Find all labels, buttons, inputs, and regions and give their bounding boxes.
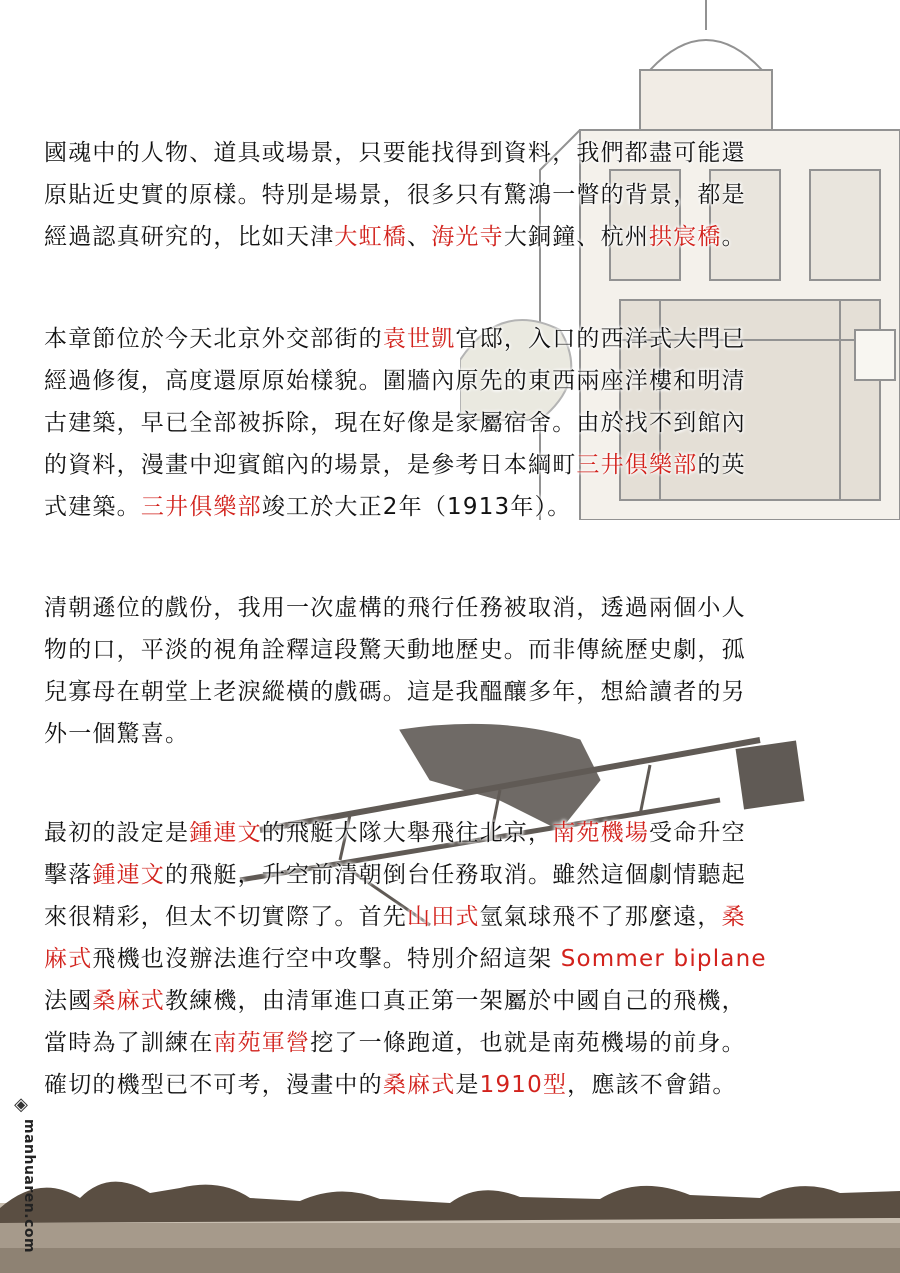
text-run: 清朝遜位的戲份，我用一次虛構的飛行任務被取消，透過兩個小人 (44, 595, 746, 621)
text-run: 經過修復，高度還原原始樣貌。圍牆內原先的東西兩座洋樓和明清 (44, 368, 746, 394)
text-line (44, 402, 844, 444)
highlighted-term: 大虹橋 (334, 224, 408, 250)
watermark (8, 1094, 37, 1265)
text-run: 外一個驚喜。 (44, 721, 190, 747)
text-run: 物的口，平淡的視角詮釋這段驚天動地歷史。而非傳統歷史劇，孤 (44, 637, 746, 663)
highlighted-term: 1910型 (479, 1072, 568, 1098)
text-run: ，應該不會錯。 (567, 1072, 737, 1098)
text-run: 的飛艇，升空前清朝倒台任務取消。雖然這個劇情聽起 (165, 862, 746, 888)
text-run: 確切的機型已不可考，漫畫中的 (44, 1072, 383, 1098)
text-line (44, 174, 844, 216)
text-run: 大銅鐘、杭州 (503, 224, 650, 250)
text-run: 古建築，早已全部被拆除，現在好像是家屬宿舍。由於找不到館內 (44, 410, 746, 436)
text-line (44, 1064, 844, 1106)
highlighted-term: 桑麻式 (92, 988, 166, 1014)
highlighted-term: 三井俱樂部 (576, 452, 698, 478)
highlighted-term: 鍾連文 (92, 862, 166, 888)
text-run: 當時為了訓練在 (44, 1030, 214, 1056)
highlighted-term: 桑 (721, 904, 746, 930)
highlighted-term: 拱宸橋 (649, 224, 722, 250)
highlighted-term: 袁世凱 (382, 326, 456, 352)
manhuaren-logo-icon: ◈ (14, 1094, 28, 1115)
text-run: 的英 (697, 452, 746, 478)
text-line (44, 318, 844, 360)
text-run: 法國 (44, 988, 93, 1014)
text-run: 式建築。 (44, 494, 141, 520)
highlighted-term: 海光寺 (431, 224, 504, 250)
text-run: 挖了一條跑道，也就是南苑機場的前身。 (310, 1030, 746, 1056)
text-line (44, 444, 844, 486)
text-line (44, 587, 844, 629)
text-run: 的飛艇大隊大舉飛往北京， (261, 820, 553, 846)
highlighted-term: Sommer biplane (560, 946, 767, 972)
paragraph-2 (44, 318, 844, 528)
text-run: 兒寡母在朝堂上老淚縱橫的戲碼。這是我醞釀多年，想給讀者的另 (44, 679, 746, 705)
paragraph-1 (44, 132, 844, 258)
text-run: 來很精彩，但太不切實際了。首先 (44, 904, 407, 930)
text-run: 是 (455, 1072, 480, 1098)
text-line (44, 132, 844, 174)
text-run: 國魂中的人物、道具或場景，只要能找得到資料，我們都盡可能還 (44, 140, 746, 166)
text-run: 原貼近史實的原樣。特別是場景，很多只有驚鴻一瞥的背景，都是 (44, 182, 746, 208)
highlighted-term: 麻式 (44, 946, 93, 972)
text-run: 教練機，由清軍進口真正第一架屬於中國自己的飛機， (165, 988, 746, 1014)
text-run: 經過認真研究的，比如天津 (44, 224, 335, 250)
highlighted-term: 桑麻式 (382, 1072, 456, 1098)
highlighted-term: 南苑機場 (552, 820, 650, 846)
text-line (44, 671, 844, 713)
highlighted-term: 南苑軍營 (213, 1030, 311, 1056)
text-line (44, 360, 844, 402)
text-run: 官邸，入口的西洋式大門已 (455, 326, 746, 352)
text-run: 擊落 (44, 862, 93, 888)
text-line (44, 938, 844, 980)
paragraph-4 (44, 812, 844, 1106)
text-line (44, 713, 844, 755)
text-run: 最初的設定是 (44, 820, 190, 846)
text-line (44, 896, 844, 938)
text-line (44, 980, 844, 1022)
highlighted-term: 三井俱樂部 (140, 494, 262, 520)
watermark-text: manhuaren.com (21, 1119, 37, 1254)
text-line (44, 854, 844, 896)
text-run: 本章節位於今天北京外交部街的 (44, 326, 383, 352)
text-run: 。 (721, 224, 746, 250)
text-line (44, 812, 844, 854)
text-line (44, 629, 844, 671)
text-run: 的資料，漫畫中迎賓館內的場景，是參考日本綱町 (44, 452, 577, 478)
text-run: 竣工於大正2年（1913年）。 (261, 494, 572, 520)
highlighted-term: 山田式 (407, 904, 480, 930)
text-run: 飛機也沒辦法進行空中攻擊。特別介紹這架 (92, 946, 561, 972)
highlighted-term: 鍾連文 (189, 820, 262, 846)
text-line (44, 1022, 844, 1064)
text-run: 、 (407, 224, 432, 250)
text-line (44, 486, 844, 528)
text-line (44, 216, 844, 258)
text-run: 氫氣球飛不了那麼遠， (479, 904, 722, 930)
text-run: 受命升空 (649, 820, 746, 846)
field-photo (0, 1163, 900, 1273)
paragraph-3 (44, 587, 844, 755)
